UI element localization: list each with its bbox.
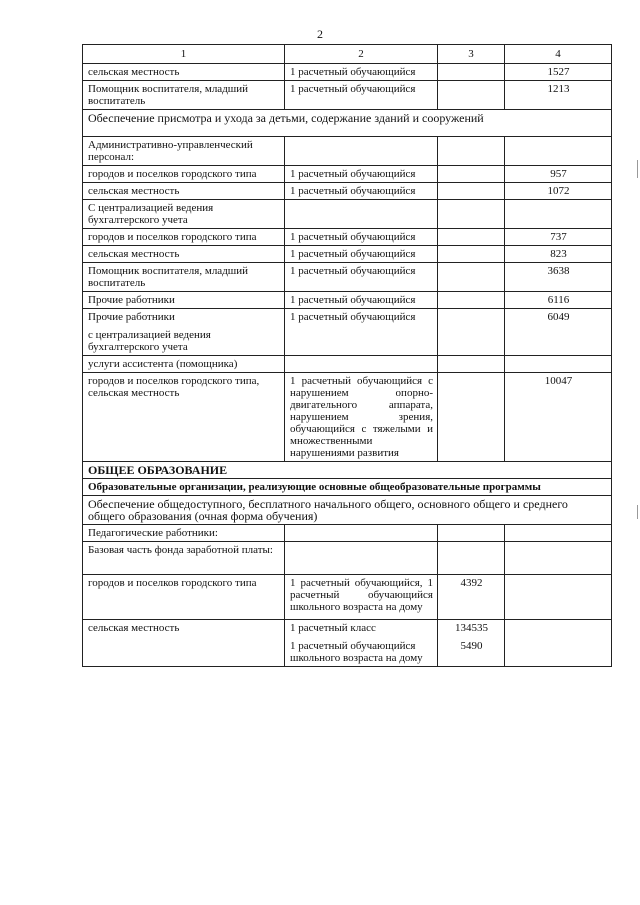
row-value: [505, 575, 612, 620]
row-col3: [438, 183, 505, 200]
row-col3: [438, 525, 505, 542]
row-unit: 1 расчетный обучающийся: [285, 64, 438, 81]
row-col3: [438, 246, 505, 263]
row-value: 737: [505, 229, 612, 246]
row-unit: 1 расчетный обучающийся: [285, 292, 438, 309]
row-value: 1213: [505, 81, 612, 110]
table-row: [83, 542, 612, 575]
row-col3: [438, 229, 505, 246]
table-row: [83, 575, 612, 620]
table-header-row: [83, 45, 612, 64]
table-row: [83, 373, 612, 462]
table-row: [83, 137, 612, 166]
row-unit: 1 расчетный обучающийся: [285, 166, 438, 183]
section-care-title: Обеспечение присмотра и ухода за детьми, содержание зданий и сооружений: [83, 110, 612, 137]
row-value: [505, 200, 612, 229]
section-row: [83, 496, 612, 525]
row-category: Помощник воспитателя, младший воспитатель: [83, 81, 285, 110]
section-provision-title: Обеспечение общедоступного, бесплатного начального общего, основного общего и среднего общего образования (очная форма обучения): [83, 496, 612, 525]
row-col3: [438, 309, 505, 356]
section-row: [83, 462, 612, 479]
table-row: [83, 620, 612, 667]
other-workers-label: Прочие работники: [88, 311, 175, 323]
row-value: 823: [505, 246, 612, 263]
rural-unit-home: 1 расчетный обучающийся школьного возраста на дому: [290, 640, 423, 664]
row-col3: [438, 620, 505, 667]
row-category: сельская местность: [83, 246, 285, 263]
table-row: [83, 64, 612, 81]
table-row: [83, 356, 612, 373]
row-col3: 4392: [438, 575, 505, 620]
row-unit: 1 расчетный обучающийся: [285, 229, 438, 246]
row-col3: [438, 200, 505, 229]
row-category: Помощник воспитателя, младший воспитатель: [83, 263, 285, 292]
row-unit: 1 расчетный обучающийся с нарушением опорно-двигательного аппарата, нарушением зрения, обучающийся с тяжелыми и множественными нарушениями развития: [285, 373, 438, 462]
row-category: С централизацией ведения бухгалтерского учета: [83, 200, 285, 229]
rural-unit-class: 1 расчетный класс: [290, 622, 376, 634]
row-unit: [285, 356, 438, 373]
row-value: [505, 525, 612, 542]
table-row: [83, 525, 612, 542]
header-col-2: 2: [285, 45, 438, 64]
row-category: сельская местность: [83, 620, 285, 667]
row-col3: [438, 542, 505, 575]
row-col3: [438, 373, 505, 462]
row-value: [505, 137, 612, 166]
page-number: 2: [317, 27, 323, 41]
row-category: городов и поселков городского типа: [83, 166, 285, 183]
header-col-4: 4: [505, 45, 612, 64]
row-col3: [438, 64, 505, 81]
row-value: 3638: [505, 263, 612, 292]
row-value: 1072: [505, 183, 612, 200]
section-orgs-title: Образовательные организации, реализующие основные общеобразовательные программы: [83, 479, 612, 496]
row-unit: 1 расчетный обучающийся: [285, 246, 438, 263]
row-category: [83, 309, 285, 356]
row-unit: 1 расчетный обучающийся: [285, 183, 438, 200]
other-workers-sublabel: с централизацией ведения бухгалтерского учета: [88, 329, 211, 353]
row-category: Административно-управленческий персонал:: [83, 137, 285, 166]
row-category: сельская местность: [83, 183, 285, 200]
rural-value-class: 134535: [455, 622, 488, 634]
row-col3: [438, 166, 505, 183]
row-col3: [438, 356, 505, 373]
row-value: 6116: [505, 292, 612, 309]
row-category: городов и поселков городского типа: [83, 229, 285, 246]
row-unit: [285, 620, 438, 667]
table-row: [83, 81, 612, 110]
row-unit: [285, 137, 438, 166]
section-row: [83, 110, 612, 137]
row-col3: [438, 292, 505, 309]
table-row: [83, 229, 612, 246]
table-row: [83, 200, 612, 229]
table-row: [83, 183, 612, 200]
row-value: [505, 356, 612, 373]
section-row: [83, 479, 612, 496]
row-value: [505, 542, 612, 575]
section-general-title: ОБЩЕЕ ОБРАЗОВАНИЕ: [83, 462, 612, 479]
row-value: 1527: [505, 64, 612, 81]
header-col-3: 3: [438, 45, 505, 64]
scan-mark: [637, 160, 638, 178]
row-category: городов и поселков городского типа, сельская местность: [83, 373, 285, 462]
row-unit: [285, 525, 438, 542]
row-unit: [285, 200, 438, 229]
normatives-table: [82, 44, 612, 667]
row-col3: [438, 137, 505, 166]
row-value: [505, 620, 612, 667]
row-unit: 1 расчетный обучающийся: [285, 309, 438, 356]
row-unit: 1 расчетный обучающийся, 1 расчетный обучающийся школьного возраста на дому: [285, 575, 438, 620]
row-value: 6049: [505, 309, 612, 356]
row-col3: [438, 263, 505, 292]
table-row: [83, 246, 612, 263]
row-category: городов и поселков городского типа: [83, 575, 285, 620]
header-col-1: 1: [83, 45, 285, 64]
base-salary-label: Базовая часть фонда заработной платы:: [83, 542, 285, 575]
row-value: 957: [505, 166, 612, 183]
table-row: [83, 263, 612, 292]
row-category: Прочие работники: [83, 292, 285, 309]
ped-workers-label: Педагогические работники:: [83, 525, 285, 542]
table-row: [83, 166, 612, 183]
row-unit: [285, 542, 438, 575]
table-row: [83, 292, 612, 309]
row-value: 10047: [505, 373, 612, 462]
scan-mark: [637, 505, 638, 519]
assistant-label: услуги ассистента (помощника): [83, 356, 285, 373]
row-unit: 1 расчетный обучающийся: [285, 263, 438, 292]
row-category: сельская местность: [83, 64, 285, 81]
table-row: [83, 309, 612, 356]
row-unit: 1 расчетный обучающийся: [285, 81, 438, 110]
rural-value-home: 5490: [460, 640, 483, 652]
row-col3: [438, 81, 505, 110]
